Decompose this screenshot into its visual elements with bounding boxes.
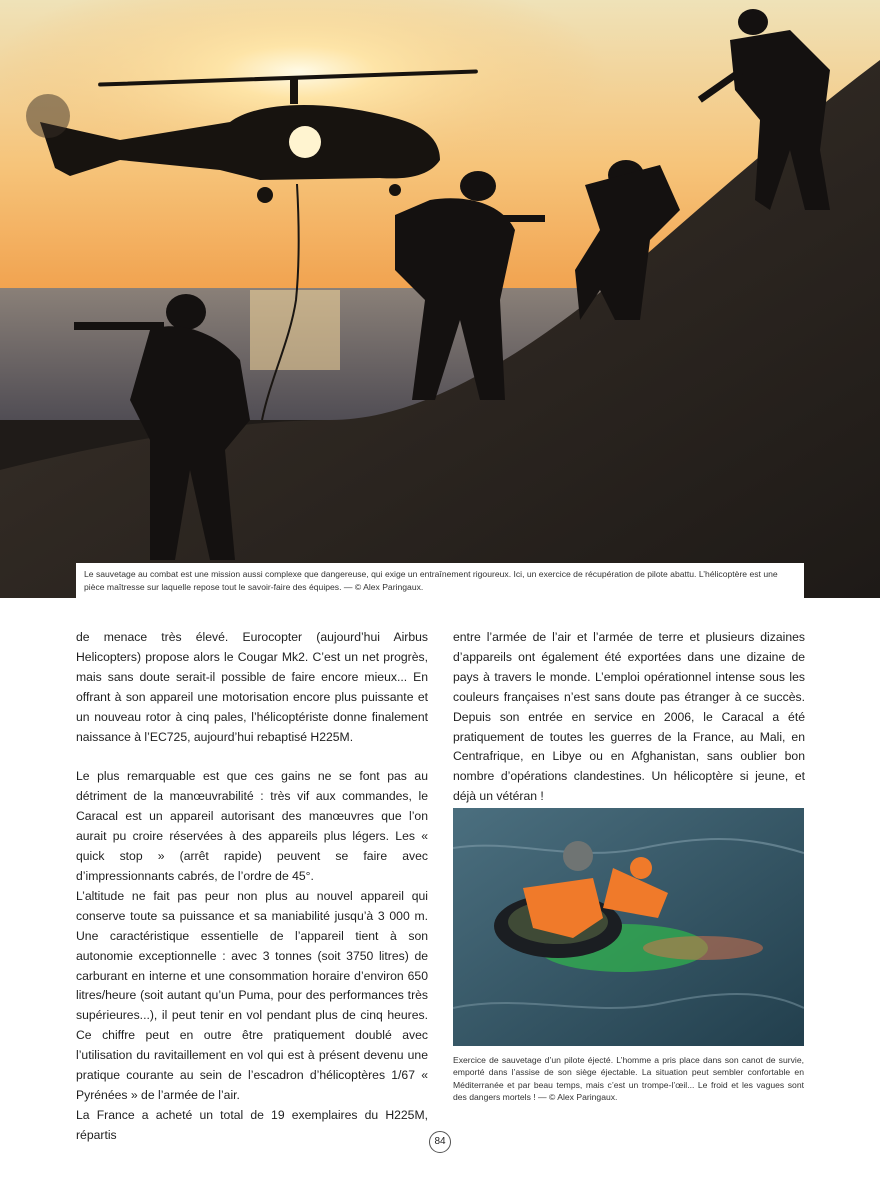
article-left-column [76, 628, 428, 1146]
rescue-photo [453, 808, 804, 1046]
rescue-photo-illustration [453, 808, 804, 1046]
article-paragraph: entre l’armée de l’air et l’armée de terre et plusieurs dizaines d’appareils ont également été exportées dans une dizaine de pays à travers le monde. L’emploi opérationnel intense sous les couleurs françaises n’est sans doute pas étranger à ce succès. Depuis son entrée en service en 2006, le Caracal a été pratiquement de toutes les guerres de la France, au Mali, en Centrafrique, en Libye ou en Afghanistan, sans oublier bon nombre d’opérations clandestines. Un hélicoptère si jeune, et déjà un vétéran ! [453, 630, 805, 804]
article-paragraph: de menace très élevé. Eurocopter (aujourd’hui Airbus Helicopters) propose alors le Cougar Mk2. C’est un net progrès, mais sans doute serait-il possible de faire encore mieux... En offrant à son appareil une motorisation encore plus puissante et un nouveau rotor à cinq pales, l’hélicoptériste donne finalement naissance à l’EC725, aujourd’hui rebaptisé H225M. [76, 630, 428, 744]
article-right-column [453, 628, 805, 807]
rescue-photo-caption: Exercice de sauvetage d’un pilote éjecté. L’homme a pris place dans son canot de survie, emporté dans l’assise de son siège éjectable. La situation peut sembler confortable en Méditerranée et par beau temps, mais c’est un trompe-l’œil... Le froid et les vagues sont des dangers mortels ! — © Alex Paringaux. [453, 1055, 804, 1102]
page-number: 84 [429, 1131, 451, 1153]
hero-photo-caption: Le sauvetage au combat est une mission aussi complexe que dangereuse, qui exige un entraînement rigoureux. Ici, un exercice de récupération de pilote abattu. L’hélicoptère est une pièce maîtresse sur laquelle repose tout le savoir-faire des équipes. — © Alex Paringaux. [76, 563, 804, 598]
article-paragraph: Le plus remarquable est que ces gains ne se font pas au détriment de la manœuvrabilité : très vif aux commandes, le Caracal est un appareil autorisant des manœuvres que l’on aurait pu croire réservées à des appareils plus légers. Les « quick stop » (arrêt rapide) peuvent se faire avec d’impressionnants cabrés, de l’ordre de 45°. [76, 769, 428, 883]
article-paragraph: La France a acheté un total de 19 exemplaires du H225M, répartis [76, 1107, 428, 1142]
article-paragraph: L’altitude ne fait pas peur non plus au nouvel appareil qui conserve toute sa puissance et sa maniabilité jusqu’à 3 000 m. Une caractéristique essentielle de l’appareil tient à son autonomie exceptionnelle : avec 3 tonnes (soit 3750 litres) de carburant en interne et une consommation horaire d’environ 650 litres/heure (soit autant qu’un Puma, pour des performances très supérieures...), il peut tenir en vol pendant plus de cinq heures. Ce chiffre peut en outre être pratiquement doublé avec l’utilisation du ravitaillement en vol qui est à présent devenu une pratique courante au sein de l’escadron d’hélicoptères 1/67 « Pyrénées » de l’armée de l’air. [76, 888, 428, 1102]
